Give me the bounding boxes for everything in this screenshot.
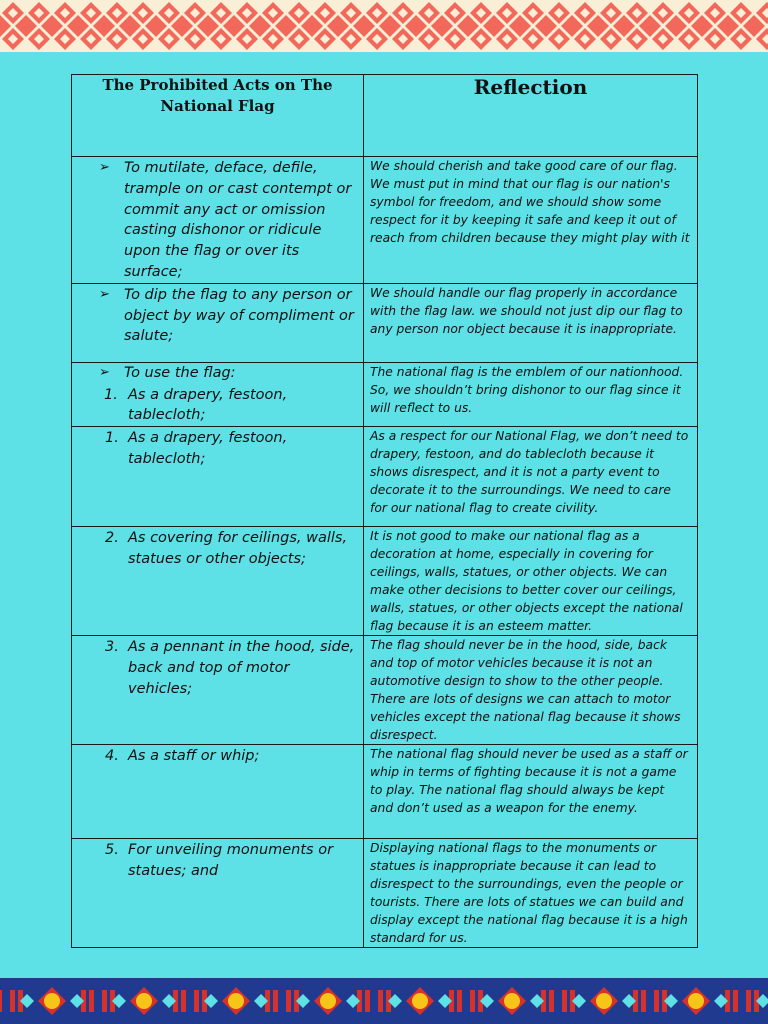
table-row: [72, 427, 698, 527]
act-cell: [72, 839, 363, 882]
act-cell: [72, 157, 363, 283]
act-cell: [72, 636, 363, 699]
list-number: 5.: [105, 842, 119, 859]
act-cell: [72, 745, 363, 767]
reflection-text: The flag should never be in the hood, side, back and top of motor vehicles because it is not an automotive design to show to the other people. There are lots of designs we can attach to motor vehicles except the national flag because it shows disrespect.: [370, 638, 681, 743]
table-row: [72, 283, 698, 362]
arrow-bullet-icon: ➢: [99, 286, 110, 302]
act-text: To dip the flag to any person or object by way of compliment or salute;: [124, 286, 354, 345]
act-cell: [72, 427, 363, 470]
act-text: As a pennant in the hood, side, back and top of motor vehicles;: [128, 639, 355, 697]
table-header-row: [72, 75, 698, 157]
act-cell: [72, 363, 363, 426]
reflection-text: We should cherish and take good care of our flag. We must put in mind that our flag is our nation's symbol for freedom, and we should show some respect for it by keeping it safe and keep it out of reach from children because they might play with it: [370, 159, 690, 245]
act-text: To mutilate, deface, defile, trample on or cast contempt or commit any act or omission casting dishonor or ridicule upon the flag or over its surface;: [124, 160, 352, 280]
table-row: [72, 527, 698, 636]
table-row: [72, 839, 698, 948]
reflection-text: The national flag should never be used as a staff or whip in terms of fighting because it is not a game to play. The national flag should always be kept and don’t used as a weapon for the enemy.: [370, 747, 688, 816]
reflection-text: It is not good to make our national flag as a decoration at home, especially in covering for ceilings, walls, statues, or other objects. We can make other decisions to better cover our ceilings, walls, statues, or other objects except the national flag because it is an esteem matter.: [370, 529, 683, 634]
sub-act-text: As a drapery, festoon, tablecloth;: [128, 386, 288, 424]
arrow-bullet-icon: ➢: [99, 364, 110, 380]
header-prohibited-acts: The Prohibited Acts on The National Flag: [72, 75, 364, 157]
act-text: As covering for ceilings, walls, statues or other objects;: [128, 530, 348, 567]
act-cell: [72, 284, 363, 347]
table-row: [72, 745, 698, 839]
list-number: 4.: [105, 748, 119, 765]
table-row: [72, 636, 698, 745]
list-number: 3.: [105, 639, 119, 656]
arrow-bullet-icon: ➢: [99, 160, 110, 175]
act-text: As a staff or whip;: [128, 748, 260, 765]
reflection-text: The national flag is the emblem of our nationhood. So, we shouldn’t bring dishonor to our flag since it will reflect to us.: [370, 364, 684, 415]
bottom-decorative-border: [0, 978, 768, 1024]
act-text: As a drapery, festoon, tablecloth;: [128, 430, 288, 467]
act-cell: [72, 527, 363, 570]
reflection-text: Displaying national flags to the monuments or statues is inappropriate because it can lead to disrespect to the surroundings, even the people or tourists. There are lots of statues we can build and display except the national flag because it is a high standard for us.: [370, 841, 688, 946]
header-reflection: Reflection: [364, 75, 698, 157]
act-text: For unveiling monuments or statues; and: [128, 842, 334, 879]
reflection-text: As a respect for our National Flag, we don’t need to drapery, festoon, and do tablecloth because it shows disrespect, and it is not a party event to decorate it to the surroundings. We need to care for our national flag to create civility.: [370, 429, 689, 516]
reflection-text: We should handle our flag properly in accordance with the flag law. we should not just dip our flag to any person nor object because it is inappropriate.: [370, 285, 683, 336]
prohibited-acts-table: [71, 74, 698, 948]
list-number: 2.: [105, 530, 119, 547]
list-number: 1.: [105, 430, 119, 447]
list-number: 1.: [104, 386, 118, 403]
table-row: [72, 157, 698, 284]
table-row: [72, 362, 698, 426]
top-decorative-border: [0, 0, 768, 52]
act-text: To use the flag:: [124, 364, 236, 381]
